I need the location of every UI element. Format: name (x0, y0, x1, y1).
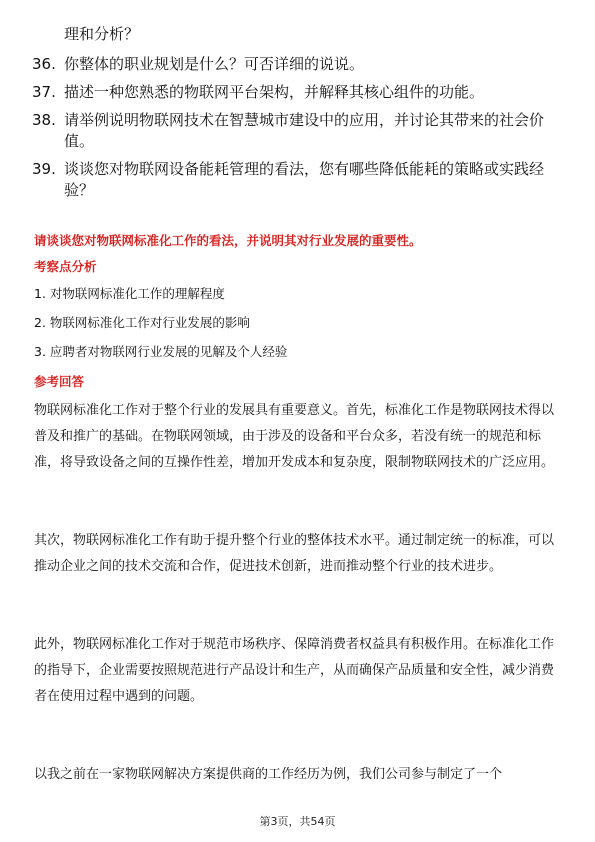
question-item (32, 110, 572, 152)
highlight-question: 请谈谈您对物联网标准化工作的看法，并说明其对行业发展的重要性。 (34, 233, 422, 248)
question-continuation: 理和分析？ (64, 25, 140, 43)
question-item (32, 159, 572, 201)
question-list (32, 54, 572, 208)
analysis-point: 2. 物联网标准化工作对行业发展的影响 (34, 315, 250, 330)
answer-paragraph: 其次，物联网标准化工作有助于提升整个行业的整体技术水平。通过制定统一的标准，可以推动企业之间的技术交流和合作，促进技术创新，进而推动整个行业的技术进步。 (34, 533, 555, 574)
analysis-title: 考察点分析 (34, 259, 97, 274)
page-footer: 第3页，共54页 (259, 815, 336, 828)
question-number: 38. (32, 111, 56, 129)
question-number: 36. (32, 55, 56, 73)
analysis-points (34, 285, 287, 372)
analysis-point: 1. 对物联网标准化工作的理解程度 (34, 286, 225, 301)
reference-title: 参考回答 (34, 374, 85, 389)
question-text: 请举例说明物联网技术在智慧城市建设中的应用，并讨论其带来的社会价值。 (64, 111, 545, 150)
question-text: 描述一种您熟悉的物联网平台架构，并解释其核心组件的功能。 (64, 83, 485, 101)
question-number: 39. (32, 160, 56, 178)
answer-paragraph: 此外，物联网标准化工作对于规范市场秩序、保障消费者权益具有积极作用。在标准化工作的指导下，企业需要按照规范进行产品设计和生产，从而确保产品质量和安全性，减少消费者在使用过程中遇到的问题。 (34, 637, 555, 704)
question-text: 谈谈您对物联网设备能耗管理的看法，您有哪些降低能耗的策略或实践经验？ (64, 160, 545, 199)
answer-paragraph: 物联网标准化工作对于整个行业的发展具有重要意义。首先，标准化工作是物联网技术得以普及和推广的基础。在物联网领域，由于涉及的设备和平台众多，若没有统一的规范和标准，将导致设备之间的互操作性差，增加开发成本和复杂度，限制物联网技术的广泛应用。 (34, 403, 555, 470)
analysis-point: 3. 应聘者对物联网行业发展的见解及个人经验 (34, 344, 288, 359)
question-item (32, 82, 572, 103)
question-number: 37. (32, 83, 56, 101)
answer-paragraph: 以我之前在一家物联网解决方案提供商的工作经历为例，我们公司参与制定了一个 (34, 767, 503, 782)
reference-answer (34, 398, 562, 840)
question-item (32, 54, 572, 75)
question-text: 你整体的职业规划是什么？可否详细的说说。 (64, 55, 365, 73)
